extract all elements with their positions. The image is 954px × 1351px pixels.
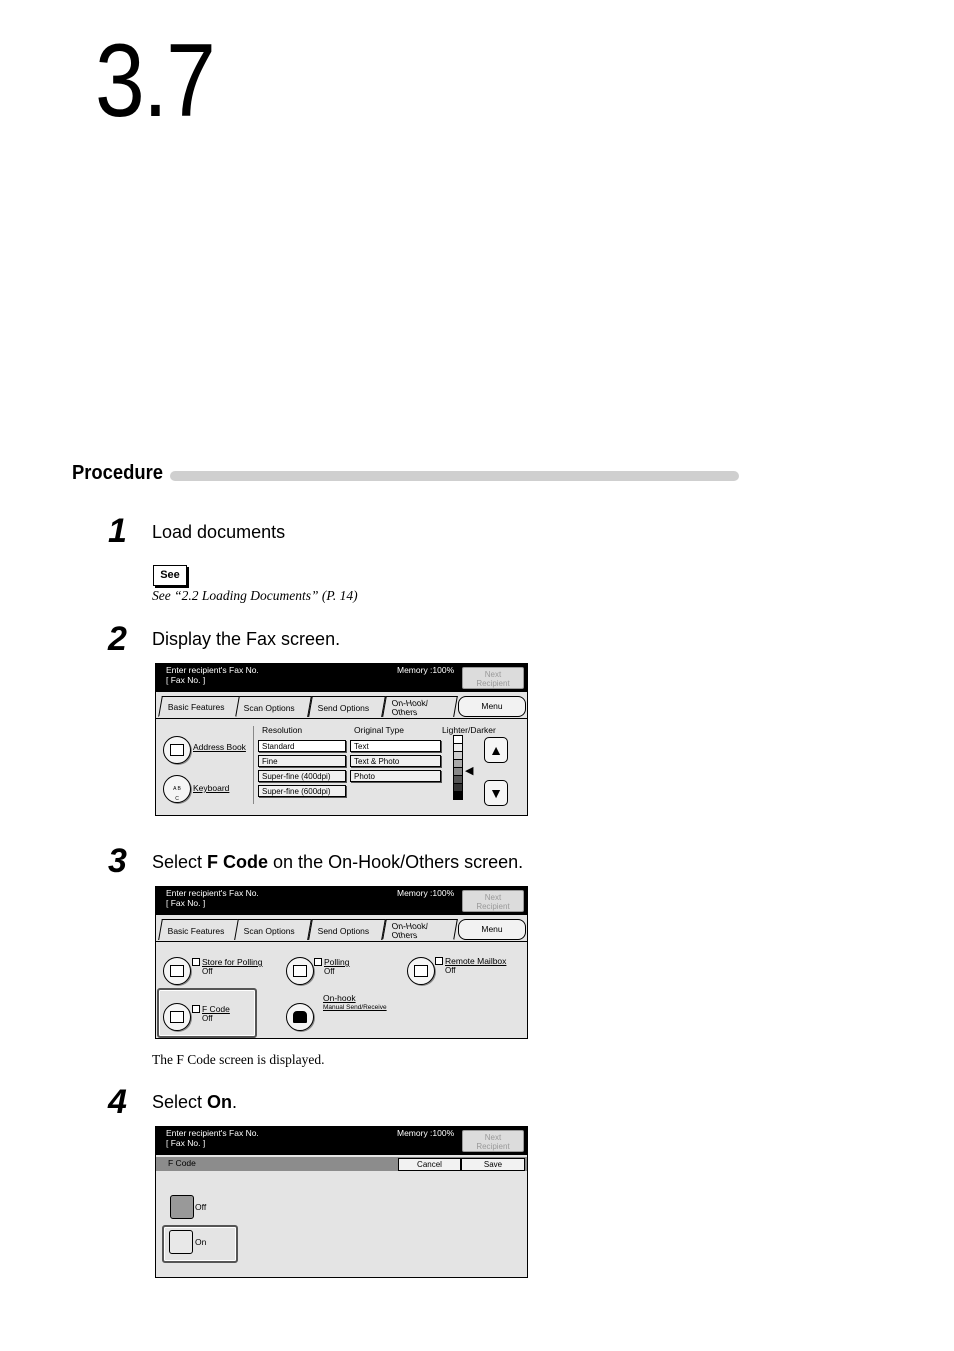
resolution-superfine-600-option[interactable]: Super-fine (600dpi) <box>258 785 346 797</box>
polling-button[interactable]: Polling <box>314 957 350 967</box>
see-reference-link[interactable]: See “2.2 Loading Documents” (P. 14) <box>152 588 358 603</box>
remote-mailbox-button[interactable]: Remote Mailbox <box>435 956 506 966</box>
f-code-checkbox[interactable] <box>192 1005 200 1013</box>
store-for-polling-button[interactable]: Store for Polling <box>192 957 262 967</box>
polling-status: Off <box>324 967 335 976</box>
memory-status: Memory :100% <box>397 665 455 675</box>
on-hook-subtitle: Manual Send/Receive <box>323 1004 387 1011</box>
save-button[interactable]: Save <box>461 1158 525 1171</box>
on-hook-others-screen <box>155 886 528 1039</box>
store-for-polling-status: Off <box>202 967 213 976</box>
next-recipient-button[interactable]: Next Recipient <box>462 890 524 912</box>
tab-bar <box>156 917 527 941</box>
off-option-button[interactable] <box>170 1195 194 1219</box>
fax-number-field[interactable]: [ Fax No. ] <box>166 1138 206 1148</box>
keyboard-button[interactable]: Keyboard <box>193 783 230 793</box>
step-3-note: The F Code screen is displayed. <box>152 1052 325 1067</box>
f-code-screen <box>155 1126 528 1278</box>
address-book-button[interactable]: Address Book <box>193 742 246 752</box>
tab-send-options[interactable]: Send Options <box>308 919 386 940</box>
store-for-polling-checkbox[interactable] <box>192 958 200 966</box>
cancel-button[interactable]: Cancel <box>398 1158 461 1171</box>
step-1-text: Load documents <box>152 522 286 542</box>
density-scale <box>453 736 463 800</box>
lighter-arrow-up-icon[interactable]: ▲ <box>484 737 508 763</box>
tab-basic-features[interactable]: Basic Features <box>158 696 240 717</box>
f-code-status: Off <box>202 1014 213 1023</box>
lighter-darker-heading: Lighter/Darker <box>442 725 496 735</box>
memory-status: Memory :100% <box>397 1128 455 1138</box>
on-option-label: On <box>195 1237 207 1247</box>
darker-arrow-down-icon[interactable]: ▼ <box>484 780 508 806</box>
address-book-icon[interactable] <box>163 736 191 764</box>
remote-mailbox-checkbox[interactable] <box>435 957 443 965</box>
resolution-standard-option[interactable]: Standard <box>258 740 346 752</box>
step-3-text: Select F Code on the On-Hook/Others screen. <box>152 852 524 872</box>
tab-bar <box>156 694 527 718</box>
step-4-text: Select On. <box>152 1092 238 1112</box>
resolution-fine-option[interactable]: Fine <box>258 755 346 767</box>
see-badge-icon: See <box>153 565 187 586</box>
status-bar <box>156 664 527 692</box>
on-option-button[interactable] <box>169 1230 193 1254</box>
polling-checkbox[interactable] <box>314 958 322 966</box>
resolution-superfine-400-option[interactable]: Super-fine (400dpi) <box>258 770 346 782</box>
phone-icon[interactable] <box>286 1003 314 1031</box>
f-code-icon[interactable] <box>163 1003 191 1031</box>
step-2-text: Display the Fax screen. <box>152 629 341 649</box>
remote-mailbox-status: Off <box>445 966 456 975</box>
store-for-polling-icon[interactable] <box>163 957 191 985</box>
tab-scan-options[interactable]: Scan Options <box>234 919 312 940</box>
recipient-prompt: Enter recipient's Fax No. <box>166 665 259 675</box>
remote-mailbox-icon[interactable] <box>407 957 435 985</box>
status-bar <box>156 1127 527 1155</box>
step-4-number: 4 <box>108 1083 127 1121</box>
fax-number-field[interactable]: [ Fax No. ] <box>166 675 206 685</box>
density-pointer-icon: ◀ <box>465 765 474 777</box>
menu-button[interactable]: Menu <box>458 696 526 717</box>
off-option-label: Off <box>195 1202 207 1212</box>
original-type-text-option[interactable]: Text <box>350 740 441 752</box>
fax-number-field[interactable]: [ Fax No. ] <box>166 898 206 908</box>
original-type-heading: Original Type <box>354 725 404 735</box>
recipient-prompt: Enter recipient's Fax No. <box>166 1128 259 1138</box>
step-3-number: 3 <box>108 842 127 880</box>
procedure-divider-bar <box>170 471 739 481</box>
status-bar <box>156 887 527 915</box>
tab-on-hook-others[interactable]: On-Hook/ Others <box>382 696 458 717</box>
section-number: 3.7 <box>95 23 215 139</box>
tab-send-options[interactable]: Send Options <box>308 696 386 717</box>
recipient-prompt: Enter recipient's Fax No. <box>166 888 259 898</box>
original-type-photo-option[interactable]: Photo <box>350 770 441 782</box>
resolution-heading: Resolution <box>262 725 303 735</box>
tab-scan-options[interactable]: Scan Options <box>234 696 312 717</box>
keyboard-icon[interactable]: A B C <box>163 775 191 803</box>
tab-on-hook-others[interactable]: On-Hook/ Others <box>382 919 458 940</box>
next-recipient-button[interactable]: Next Recipient <box>462 1130 524 1152</box>
polling-icon[interactable] <box>286 957 314 985</box>
f-code-title-bar <box>156 1157 527 1171</box>
fax-basic-features-screen <box>155 663 528 816</box>
tab-basic-features[interactable]: Basic Features <box>158 919 240 940</box>
next-recipient-button[interactable]: Next Recipient <box>462 667 524 689</box>
step-2-number: 2 <box>108 620 127 658</box>
original-type-text-photo-option[interactable]: Text & Photo <box>350 755 441 767</box>
f-code-title: F Code <box>168 1158 196 1168</box>
f-code-button[interactable]: F Code <box>192 1004 230 1014</box>
on-hook-button[interactable]: On-hook <box>323 993 356 1003</box>
step-1-number: 1 <box>108 512 127 550</box>
menu-button[interactable]: Menu <box>458 919 526 940</box>
procedure-heading: Procedure <box>72 462 164 484</box>
memory-status: Memory :100% <box>397 888 455 898</box>
